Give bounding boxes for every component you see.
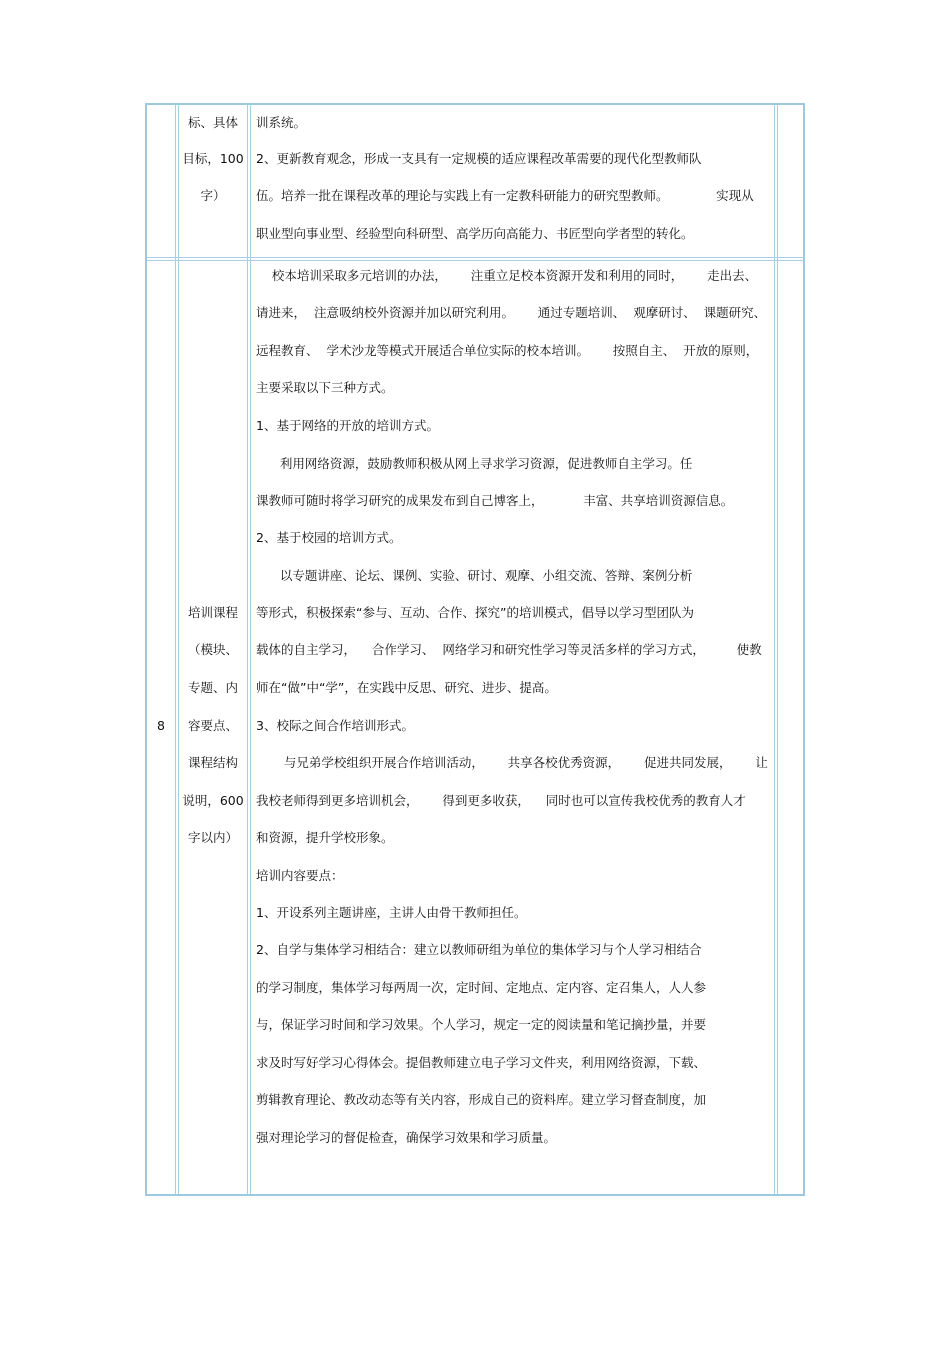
row2-content-line: 1、开设系列主题讲座，主讲人由骨干教师担任。 [256,905,527,920]
row2-content-line: 师在“做”中“学”，在实践中反思、研究、进步、提高。 [256,680,557,695]
row1-label-line: 标、具体 [187,115,238,130]
row2-content-line: 以专题讲座、论坛、课例、实验、研讨、观摩、小组交流、答辩、案例分析 [256,568,693,583]
row1-content-line: 伍。培养一批在课程改革的理论与实践上有一定教科研能力的研究型教师。 实现从 [256,188,754,203]
row2-content-line: 求及时写好学习心得体会。提倡教师建立电子学习文件夹，利用网络资源，下载、 [256,1055,707,1070]
row2-content-line: 3、校际之间合作培训形式。 [256,718,414,733]
row2-content-line: 2、自学与集体学习相结合：建立以教师研组为单位的集体学习与个人学习相结合 [256,942,702,957]
column-divider [774,105,775,1194]
row2-label-line: 专题、内 [187,680,238,695]
row2-content-line: 主要采取以下三种方式。 [256,380,394,395]
row2-content-line: 我校老师得到更多培训机会， 得到更多收获， 同时也可以宣传我校优秀的教育人才 [256,793,746,808]
row2-content-line: 与，保证学习时间和学习效果。个人学习，规定一定的阅读量和笔记摘抄量，并要 [256,1017,707,1032]
row2-content-line: 培训内容要点： [256,868,344,883]
row2-label-line: 课程结构 [187,755,238,770]
row2-content-line: 与兄弟学校组织开展合作培训活动， 共享各校优秀资源， 促进共同发展， 让 [256,755,768,770]
row2-content-line: 载体的自主学习， 合作学习、 网络学习和研究性学习等灵活多样的学习方式， 使教 [256,642,762,657]
row2-content-line: 1、基于网络的开放的培训方式。 [256,418,439,433]
row2-content-line: 的学习制度，集体学习每两周一次，定时间、定地点、定内容、定召集人，人人参 [256,980,707,995]
row1-label-line: 目标，100 [182,151,244,166]
row2-label-line: 培训课程 [187,605,238,620]
column-divider [175,105,176,1194]
row2-content-line: 请进来， 注意吸纳校外资源并加以研究利用。 通过专题培训、 观摩研讨、 课题研究、 [256,305,767,320]
row2-content-line: 利用网络资源，鼓励教师积极从网上寻求学习资源，促进教师自主学习。任 [256,456,693,471]
row2-label-line: 说明，600 [182,793,244,808]
row2-label-line: 字以内） [187,830,238,845]
row2-content-line: 等形式，积极探索“参与、互动、合作、探究”的培训模式，倡导以学习型团队为 [256,605,694,620]
row2-content-line: 远程教育、 学术沙龙等模式开展适合单位实际的校本培训。 按照自主、 开放的原则， [256,343,759,358]
row1-content-line: 训系统。 [256,115,307,130]
row2-label-line: 容要点、 [187,718,238,733]
row-number: 8 [157,718,165,733]
row2-content-line: 强对理论学习的督促检查，确保学习效果和学习质量。 [256,1130,557,1145]
row1-content-line: 2、更新教育观念，形成一支具有一定规模的适应课程改革需要的现代化型教师队 [256,151,702,166]
row2-content-line: 课教师可随时将学习研究的成果发布到自己博客上， 丰富、共享培训资源信息。 [256,493,734,508]
row2-content-line: 校本培训采取多元培训的办法， 注重立足校本资源开发和利用的同时， 走出去、 [256,268,758,283]
row2-content-line: 2、基于校园的培训方式。 [256,530,402,545]
row2-content-line: 剪辑教育理论、教改动态等有关内容，形成自己的资料库。建立学习督查制度，加 [256,1092,707,1107]
row1-content-line: 职业型向事业型、经验型向科研型、高学历向高能力、书匠型向学者型的转化。 [256,226,694,241]
row-divider [147,257,803,258]
row2-content-line: 和资源，提升学校形象。 [256,830,394,845]
row1-label-line: 字） [200,188,226,203]
row2-label-line: （模块、 [187,642,238,657]
